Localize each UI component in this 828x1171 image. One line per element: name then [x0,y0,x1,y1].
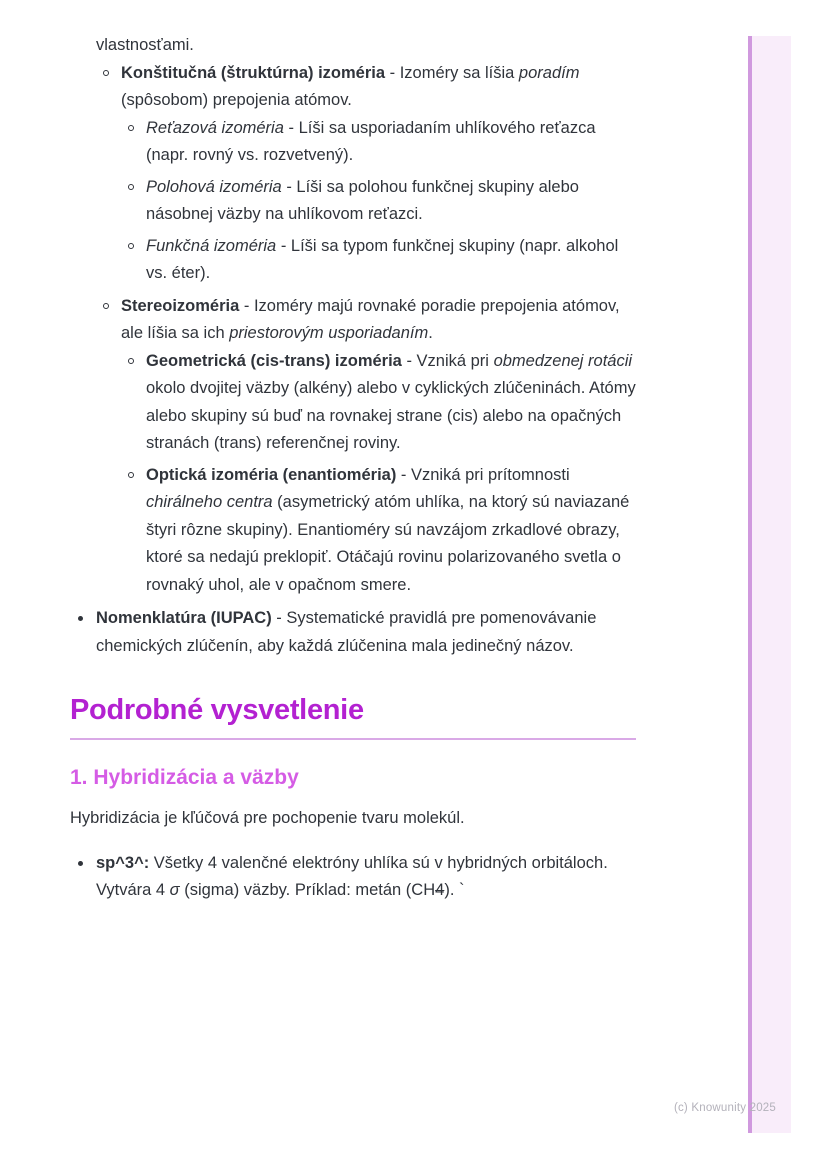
paragraph: Hybridizácia je kľúčová pre pochopenie tvaru molekúl. [70,809,465,827]
circle-bullet-icon [103,303,109,309]
list-item-text: Reťazová izoméria - Líši sa usporiadaním uhlíkového reťazca (napr. rovný vs. rozvetvený). [146,118,596,164]
circle-bullet-icon [128,184,134,190]
circle-bullet-icon [128,243,134,249]
list-item [128,174,636,229]
list-item-text: Funkčná izoméria - Líši sa typom funkčnej skupiny (napr. alkohol vs. éter). [146,236,619,282]
circle-bullet-icon [103,70,109,76]
list-item [78,605,636,660]
paragraph-continuation: vlastnosťami. [96,36,194,54]
list-item [128,115,636,170]
section-heading: Podrobné vysvetlenie [70,694,364,726]
circle-bullet-icon [128,125,134,131]
bullet-list-level1 [70,850,636,905]
disc-bullet-icon [78,616,83,621]
document-content [70,32,636,905]
list-item-text: Geometrická (cis-trans) izoméria - Vzniká pri obmedzenej rotácii okolo dvojitej väzby (alkény) alebo v cyklických zlúčeninách. Atómy alebo skupiny sú buď na rovnakej strane (cis) alebo na opačných stranách (trans) referenčnej roviny. [146,351,636,452]
section-divider [70,738,636,740]
list-item-text: Nomenklatúra (IUPAC) - Systematické pravidlá pre pomenovávanie chemických zlúčenín, aby každá zlúčenina mala jedinečný názov. [96,609,597,655]
bullet-list-level3 [121,348,636,600]
list-item [128,462,636,600]
disc-bullet-icon [78,861,83,866]
bullet-list-level2 [70,60,636,600]
list-item-text: Konštitučná (štruktúrna) izoméria - Izoméry sa líšia poradím (spôsobom) prepojenia atómov. [121,63,580,109]
page-accent-bar [748,36,791,1133]
copyright-footer: (c) Knowunity 2025 [673,1102,776,1114]
subsection-heading: 1. Hybridizácia a väzby [70,766,299,789]
circle-bullet-icon [128,358,134,364]
list-item-text: Stereoizoméria - Izoméry majú rovnaké poradie prepojenia atómov, ale líšia sa ich priestorovým usporiadaním. [121,296,620,342]
circle-bullet-icon [128,472,134,478]
list-item-text: Optická izoméria (enantioméria) - Vzniká pri prítomnosti chirálneho centra (asymetrický atóm uhlíka, na ktorý sú naviazané štyri rôzne skupiny). Enantioméry sú navzájom zrkadlové obrazy, ktoré sa nedajú preklopiť. Otáčajú rovinu polarizovaného svetla o rovnaký uhol, ale v opačnom smere. [146,465,630,594]
bullet-list-level3 [121,115,636,288]
list-item [128,233,636,288]
bullet-list-level1 [70,605,636,660]
list-item-text: Polohová izoméria - Líši sa polohou funkčnej skupiny alebo násobnej väzby na uhlíkovom reťazci. [146,177,579,223]
list-item [103,60,636,288]
list-item [103,293,636,600]
list-item [128,348,636,458]
list-item-text: sp^3^: Všetky 4 valenčné elektróny uhlíka sú v hybridných orbitáloch. Vytvára 4 σ (sigma) väzby. Príklad: metán (CH4). ` [96,853,608,899]
list-item [78,850,636,905]
